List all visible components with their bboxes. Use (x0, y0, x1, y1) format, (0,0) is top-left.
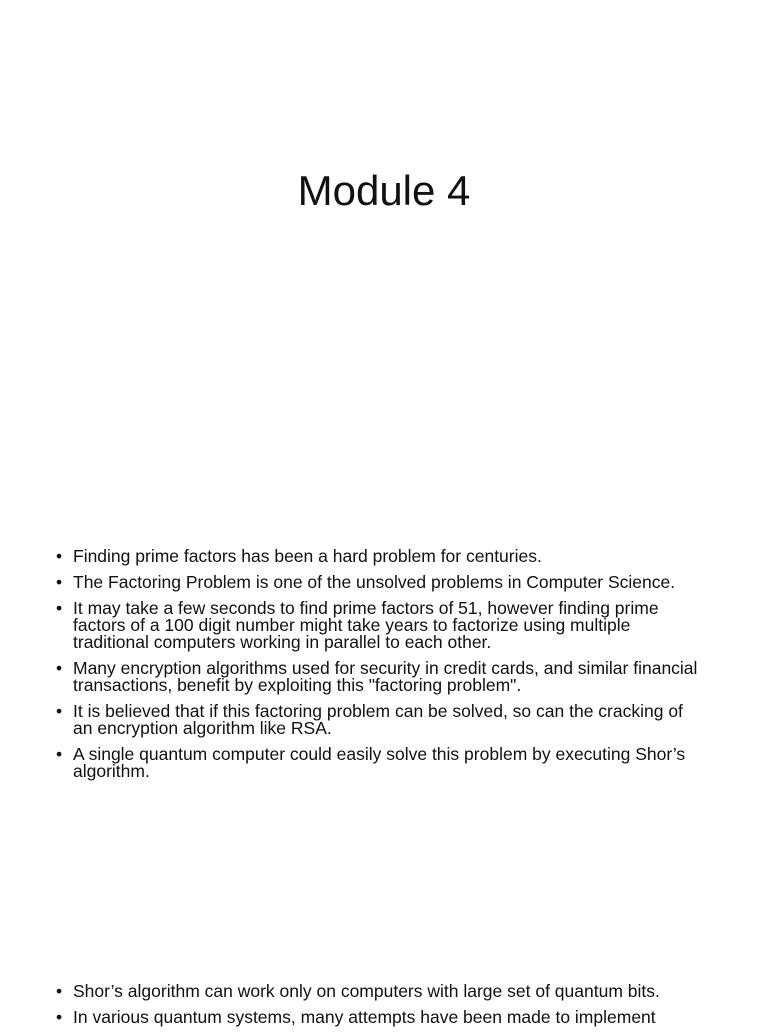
bullet-icon: • (56, 981, 63, 1001)
list-item-text: The Factoring Problem is one of the unsolved problems in Computer Science. (73, 572, 676, 592)
list-item-text: Many encryption algorithms used for security in credit cards, and similar financial transactions, benefit by exploiting this "factoring problem". (73, 658, 698, 695)
bullet-list-top (56, 548, 706, 789)
bullet-icon: • (56, 572, 63, 592)
list-item-text: It is believed that if this factoring problem can be solved, so can the cracking of an encryption algorithm like RSA. (73, 701, 683, 738)
list-item (56, 660, 706, 694)
list-item-text: Shor’s algorithm can work only on computers with large set of quantum bits. (73, 981, 660, 1001)
list-item (56, 600, 706, 651)
list-item-text: Finding prime factors has been a hard problem for centuries. (73, 546, 542, 566)
list-item (56, 983, 706, 1000)
list-item-text: A single quantum computer could easily solve this problem by executing Shor’s algorithm. (73, 744, 686, 781)
list-item (56, 746, 706, 780)
bullet-icon: • (56, 546, 63, 566)
bullet-icon: • (56, 658, 63, 678)
bullet-list-bottom (56, 983, 706, 1035)
bullet-icon: • (56, 598, 63, 618)
list-item (56, 574, 706, 591)
bullet-icon: • (56, 1007, 63, 1027)
bullet-icon: • (56, 701, 63, 721)
bullet-icon: • (56, 744, 63, 764)
list-item (56, 548, 706, 565)
slide-title: Module 4 (297, 167, 471, 214)
list-item-text: In various quantum systems, many attempts have been made to implement (73, 1007, 656, 1027)
list-item-text: It may take a few seconds to find prime factors of 51, however finding prime factors of a 100 digit number might take years to factorize using multiple traditional computers working in parallel to each other. (73, 598, 659, 652)
list-item (56, 1009, 706, 1026)
list-item (56, 703, 706, 737)
